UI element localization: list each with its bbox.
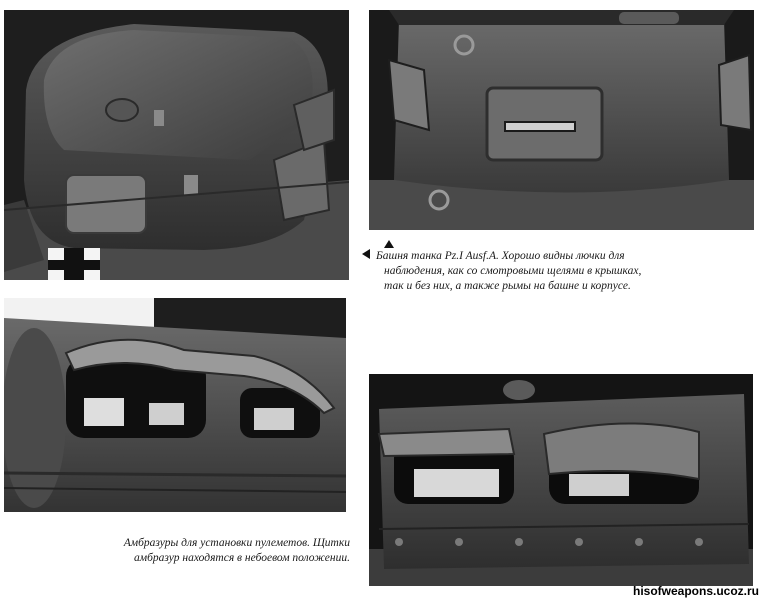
embrasures-left-illustration bbox=[4, 298, 346, 512]
caption-turret-line-3: так и без них, а также рымы на башне и корпусе. bbox=[384, 280, 631, 292]
turret-top-illustration bbox=[4, 10, 349, 280]
caption-turret-line-2: наблюдения, как со смотровыми щелями в крышках, bbox=[384, 265, 642, 277]
photo-turret-top bbox=[4, 10, 349, 280]
caption-embrasures bbox=[80, 536, 350, 566]
triangle-left-icon bbox=[362, 249, 370, 259]
caption-embrasures-line-1: Амбразуры для установки пулеметов. Щитки bbox=[123, 537, 350, 549]
photo-turret-hatch bbox=[369, 10, 754, 230]
triangle-up-icon bbox=[384, 240, 394, 248]
photo-embrasures-right bbox=[369, 374, 753, 586]
caption-turret-line-1: Башня танка Pz.I Ausf.A. Хорошо видны лючки для bbox=[376, 250, 625, 262]
caption-turret bbox=[362, 240, 752, 294]
photo-embrasures-left bbox=[4, 298, 346, 512]
turret-hatch-illustration bbox=[369, 10, 754, 230]
caption-embrasures-line-2: амбразур находятся в небоевом положении. bbox=[134, 552, 350, 564]
watermark-url: hisofweapons.ucoz.ru bbox=[632, 584, 759, 598]
embrasures-right-illustration bbox=[369, 374, 753, 586]
